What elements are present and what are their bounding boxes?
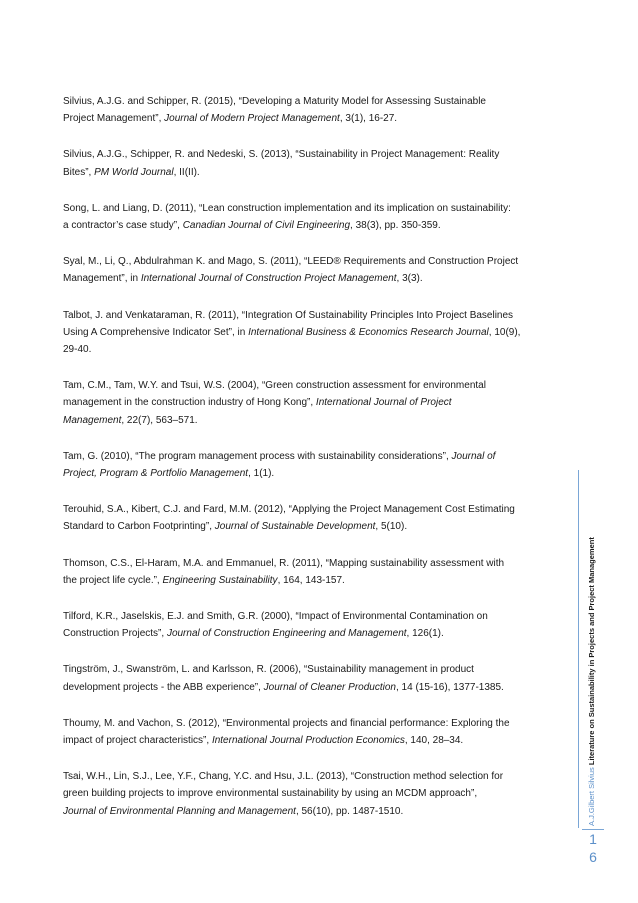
reference-entry (63, 608, 565, 642)
reference-line (63, 501, 565, 518)
reference-entry (63, 93, 565, 127)
reference-line (63, 412, 565, 429)
reference-line (63, 307, 565, 324)
reference-text: , 10(9), (488, 326, 521, 338)
reference-line (63, 518, 565, 535)
reference-line (63, 93, 565, 110)
reference-line (63, 625, 565, 642)
sidebar-running-header (586, 537, 598, 826)
reference-source-title: Journal of Construction Engineering and Management (166, 628, 407, 640)
reference-text: , 3(3). (396, 273, 423, 285)
reference-source-title: International Journal of Project (315, 397, 452, 409)
reference-text: , 1(1). (248, 468, 275, 480)
reference-text: Project Management”, (63, 113, 165, 125)
reference-text: Song, L. and Liang, D. (2011), “Lean construction implementation and its implication on sustainability: (63, 202, 511, 214)
reference-line (63, 661, 565, 678)
sidebar-title: Literature on Sustainability in Projects and Project Management (587, 537, 596, 766)
reference-entry (63, 253, 565, 287)
reference-text: , II(II). (173, 166, 200, 178)
reference-line (63, 110, 565, 127)
reference-text: Construction Projects”, (63, 628, 167, 640)
reference-line (63, 270, 565, 287)
reference-text: Thoumy, M. and Vachon, S. (2012), “Environmental projects and financial performance: Exploring the (63, 717, 510, 729)
reference-line (63, 465, 565, 482)
reference-source-title: International Business & Economics Research Journal (248, 326, 489, 338)
reference-text: , 126(1). (406, 628, 444, 640)
reference-text: , 22(7), 563–571. (121, 414, 198, 426)
reference-line (63, 448, 565, 465)
reference-text: Tsai, W.H., Lin, S.J., Lee, Y.F., Chang, Y.C. and Hsu, J.L. (2013), “Construction method selection for (63, 771, 504, 783)
reference-entry (63, 307, 565, 359)
reference-text: Silvius, A.J.G., Schipper, R. and Nedeski, S. (2013), “Sustainability in Project Management: Reality (63, 149, 500, 161)
reference-line (63, 715, 565, 732)
reference-source-title: Journal of (451, 450, 496, 462)
reference-text: Thomson, C.S., El-Haram, M.A. and Emmanuel, R. (2011), “Mapping sustainability assessment with (63, 557, 505, 569)
reference-line (63, 146, 565, 163)
reference-line (63, 785, 565, 802)
page-number-digit-2: 6 (589, 849, 597, 865)
reference-source-title: International Journal of Construction Project Management (140, 273, 397, 285)
sidebar-author: A.J.Gilbert Silvius (587, 767, 596, 826)
reference-entry (63, 448, 565, 482)
reference-text: Management”, in (63, 273, 141, 285)
reference-entry (63, 555, 565, 589)
reference-text: , 14 (15-16), 1377-1385. (395, 681, 504, 693)
reference-line (63, 679, 565, 696)
reference-source-title: Journal of Cleaner Production (263, 681, 396, 693)
reference-source-title: Canadian Journal of Civil Engineering (182, 220, 351, 232)
reference-text: Using A Comprehensive Indicator Set”, in (63, 326, 249, 338)
reference-source-title: Journal of Modern Project Management (164, 113, 340, 125)
reference-line (63, 555, 565, 572)
reference-line (63, 324, 565, 341)
reference-text: , 164, 143-157. (277, 574, 345, 586)
reference-line (63, 253, 565, 270)
reference-entry (63, 768, 565, 820)
reference-text: a contractor’s case study”, (63, 220, 183, 232)
reference-text: the project life cycle.”, (63, 574, 163, 586)
reference-source-title: Management (63, 414, 122, 426)
reference-source-title: Engineering Sustainability (162, 574, 278, 586)
reference-line (63, 732, 565, 749)
reference-line (63, 217, 565, 234)
reference-entry (63, 200, 565, 234)
reference-list (63, 93, 565, 839)
reference-source-title: Journal of Sustainable Development (214, 521, 376, 533)
reference-entry (63, 146, 565, 180)
sidebar-rule (578, 470, 579, 828)
reference-line (63, 768, 565, 785)
reference-text: impact of project characteristics”, (63, 735, 212, 747)
reference-source-title: Project, Program & Portfolio Management (63, 468, 249, 480)
reference-text: Tingström, J., Swanström, L. and Karlsson, R. (2006), “Sustainability management in product (63, 664, 474, 676)
page-number (584, 830, 602, 866)
reference-text: Talbot, J. and Venkataraman, R. (2011), “Integration Of Sustainability Principles Into Project Baselines (63, 309, 514, 321)
reference-text: , 140, 28–34. (404, 735, 464, 747)
reference-text: 29-40. (63, 344, 92, 356)
reference-source-title: PM World Journal (94, 166, 174, 178)
reference-entry (63, 715, 565, 749)
reference-entry (63, 501, 565, 535)
reference-line (63, 608, 565, 625)
reference-text: , 38(3), pp. 350-359. (350, 220, 441, 232)
reference-line (63, 394, 565, 411)
reference-text: development projects - the ABB experience”, (63, 681, 264, 693)
reference-line (63, 803, 565, 820)
reference-text: management in the construction industry of Hong Kong”, (63, 397, 316, 409)
reference-text: Standard to Carbon Footprinting”, (63, 521, 215, 533)
page-number-digit-1: 1 (589, 831, 597, 847)
reference-source-title: Journal of Environmental Planning and Management (63, 805, 296, 817)
reference-text: Terouhid, S.A., Kibert, C.J. and Fard, M.M. (2012), “Applying the Project Management Cost Estimating (63, 504, 515, 516)
reference-line (63, 377, 565, 394)
reference-text: Syal, M., Li, Q., Abdulrahman K. and Mago, S. (2011), “LEED® Requirements and Construction Project (63, 256, 519, 268)
reference-text: Bites”, (63, 166, 95, 178)
reference-text: Tam, G. (2010), “The program management process with sustainability considerations”, (63, 450, 452, 462)
reference-line (63, 572, 565, 589)
reference-source-title: International Journal Production Economics (211, 735, 405, 747)
reference-line (63, 164, 565, 181)
reference-text: Tilford, K.R., Jaselskis, E.J. and Smith, G.R. (2000), “Impact of Environmental Contamination on (63, 611, 488, 623)
reference-text: , 56(10), pp. 1487-1510. (295, 805, 404, 817)
reference-entry (63, 661, 565, 695)
reference-line (63, 200, 565, 217)
reference-text: , 5(10). (375, 521, 408, 533)
reference-text: , 3(1), 16-27. (339, 113, 398, 125)
reference-text: Silvius, A.J.G. and Schipper, R. (2015), “Developing a Maturity Model for Assessing Sustainable (63, 96, 486, 107)
reference-line (63, 341, 565, 358)
reference-entry (63, 377, 565, 429)
reference-text: Tam, C.M., Tam, W.Y. and Tsui, W.S. (2004), “Green construction assessment for environmental (63, 380, 486, 392)
reference-text: green building projects to improve environmental sustainability by using an MCDM approach”, (63, 788, 478, 800)
